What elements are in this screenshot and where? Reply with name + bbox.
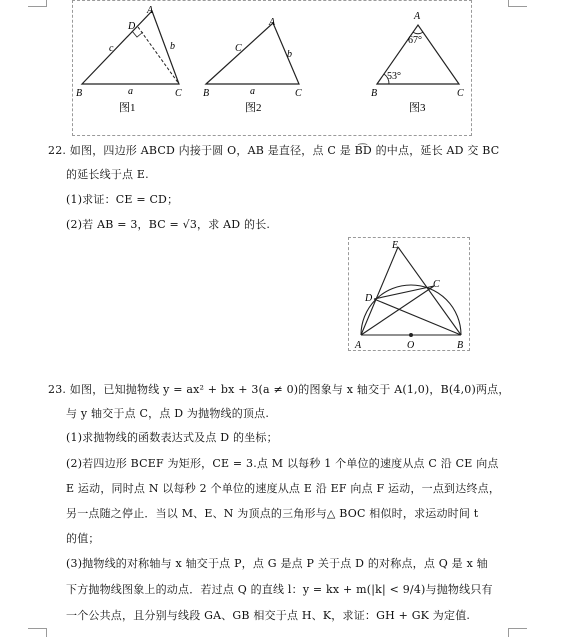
- q23-part-2-line-1: (2)若四边形 BCEF 为矩形，CE = 3.点 M 以每秒 1 个单位的速度从点 C 沿 CE 向点: [66, 457, 499, 470]
- q23-part-1: (1)求抛物线的函数表达式及点 D 的坐标；: [66, 431, 278, 444]
- corner-mark-top-left: [28, 0, 47, 7]
- fig1-caption: 图1: [119, 102, 136, 114]
- fig3-label-c: C: [457, 88, 464, 99]
- q23-number: 23.: [48, 383, 67, 396]
- fig2-side-c: C: [235, 43, 242, 54]
- q22-line-1: [48, 144, 499, 158]
- figure-2: [203, 17, 302, 114]
- fig3-angle-a: 67°: [408, 35, 422, 46]
- q23-part-3-line-1: (3)抛物线的对称轴与 x 轴交于点 P，点 G 是点 P 关于点 D 的对称点，点 Q 是 x 轴: [66, 557, 488, 570]
- q23-line-1: [48, 383, 510, 397]
- fig1-side-b: b: [170, 41, 175, 52]
- fig2-side-a: a: [250, 86, 255, 97]
- q22-figure: [349, 238, 471, 352]
- top-figures-frame: [72, 0, 472, 136]
- q23-part-2-line-3: 另一点随之停止．当以 M、E、N 为顶点的三角形与△ BOC 相似时，求运动时间 t: [66, 507, 479, 520]
- fig2-side-b: b: [287, 49, 292, 60]
- q23-part-2-line-4: 的值；: [66, 532, 100, 545]
- top-figures: [73, 1, 473, 137]
- fig2-caption: 图2: [245, 102, 262, 114]
- fig1-label-a-vertex: A: [147, 5, 154, 16]
- fig3-label-b: B: [371, 88, 378, 99]
- q22-fig-label-b: B: [457, 340, 464, 351]
- q22-fig-label-c: C: [433, 279, 440, 290]
- q22-fig-label-e: E: [392, 240, 399, 251]
- figure-3: [371, 11, 464, 114]
- q22-stem-2: 的延长线于点 E.: [66, 168, 149, 181]
- q22-part-2: (2)若 AB = 3，BC = √3，求 AD 的长.: [66, 218, 271, 231]
- q23-stem-2: 与 y 轴交于点 C，点 D 为抛物线的顶点.: [66, 407, 270, 420]
- fig2-label-c: C: [295, 88, 302, 99]
- figure-1: [76, 5, 182, 114]
- fig1-label-b: B: [76, 88, 83, 99]
- q22-fig-label-d: D: [365, 293, 373, 304]
- fig1-label-c: C: [175, 88, 182, 99]
- fig3-caption: 图3: [409, 102, 426, 114]
- fig2-label-b: B: [203, 88, 210, 99]
- fig1-label-d: D: [128, 21, 136, 32]
- q23-part-3-line-3: 一个公共点，且分别与线段 GA、GB 相交于点 H、K，求证：GH + GK 为定值.: [66, 609, 471, 622]
- q22-fig-label-o: O: [407, 340, 415, 351]
- q23-stem-1: 如图，已知抛物线 y = ax² + bx + 3(a ≠ 0)的图象与 x 轴交于 A(1,0)，B(4,0)两点，: [69, 383, 510, 396]
- q23-part-2-line-2: E 运动，同时点 N 以每秒 2 个单位的速度从点 E 沿 EF 向点 F 运动，一点到达终点，: [66, 482, 501, 495]
- q22-fig-label-a: A: [355, 340, 362, 351]
- fig2-label-a-vertex: A: [269, 17, 276, 28]
- q22-stem-1: 如图，四边形 ABCD 内接于圆 O，AB 是直径，点 C 是 B͡D 的中点，延长 AD 交 BC: [69, 144, 500, 157]
- fig1-side-a: a: [128, 86, 133, 97]
- fig1-side-c: c: [109, 43, 114, 54]
- q22-part-1: (1)求证：CE = CD；: [66, 193, 179, 206]
- corner-mark-top-right: [508, 0, 527, 7]
- q22-figure-frame: [348, 237, 470, 351]
- q23-part-3-line-2: 下方抛物线图象上的动点．若过点 Q 的直线 l：y = kx + m(|k| < 9/4)与抛物线只有: [66, 583, 493, 596]
- q22-number: 22.: [48, 144, 67, 157]
- fig3-label-a-vertex: A: [414, 11, 421, 22]
- fig3-angle-b: 53°: [387, 71, 401, 82]
